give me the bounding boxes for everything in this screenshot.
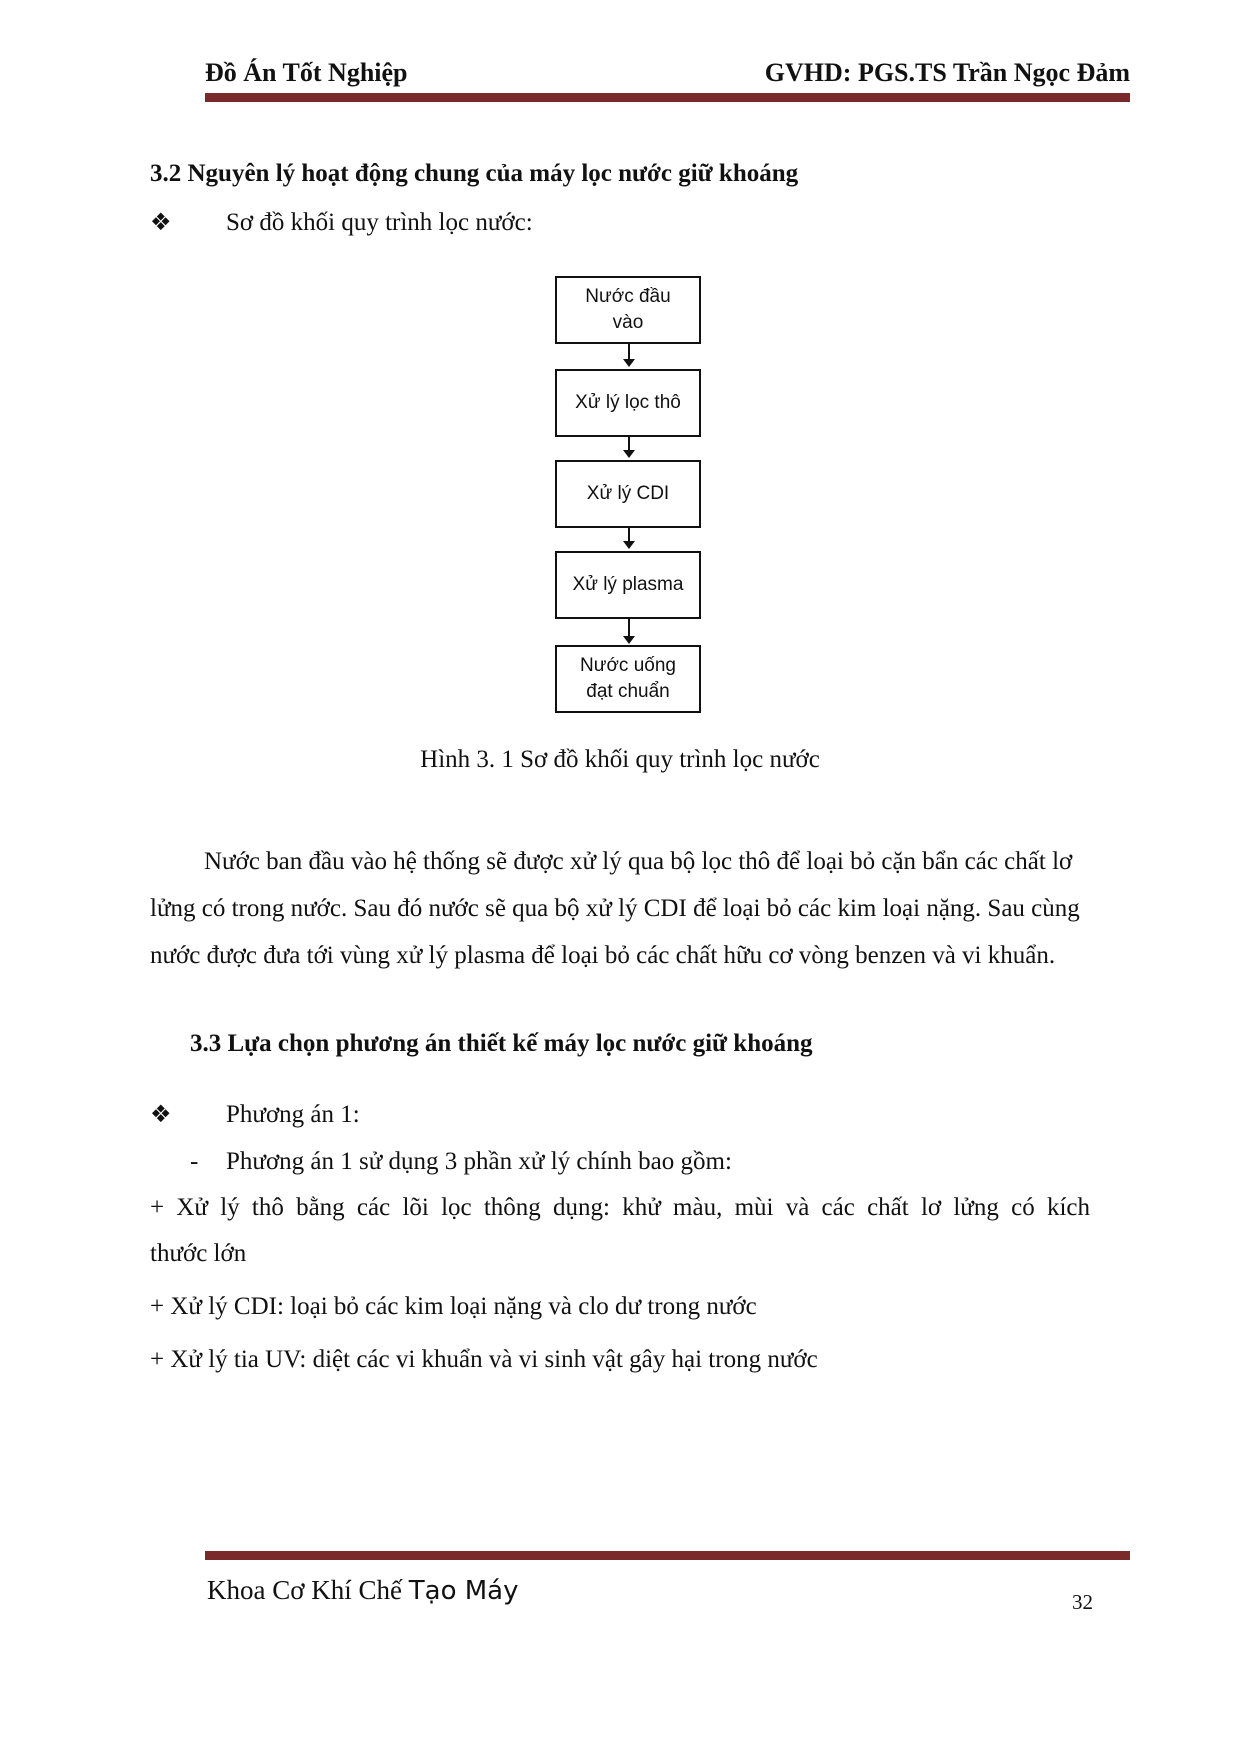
footer-rule	[205, 1551, 1130, 1560]
diamond-bullet-icon: ❖	[150, 208, 172, 236]
flow-step-label: vào	[612, 312, 644, 333]
list-item-coarse: + Xử lý thô bằng các lõi lọc thông dụng: khử màu, mùi và các chất lơ lửng có kích	[150, 1194, 1090, 1221]
flowchart	[555, 276, 705, 718]
flow-arrow	[628, 436, 630, 456]
option-label: Phương án 1:	[226, 1101, 360, 1128]
footer-department	[207, 1575, 519, 1606]
figure-caption: Hình 3. 1 Sơ đồ khối quy trình lọc nước	[420, 746, 820, 773]
header-rule	[205, 93, 1130, 102]
bullet-text: Sơ đồ khối quy trình lọc nước:	[226, 209, 533, 236]
paragraph-text: Nước ban đầu vào hệ thống sẽ được xử lý qua bộ lọc thô để loại bỏ cặn bẩn các chất lơ lửng có trong nước. Sau đó nước sẽ qua bộ xử lý CDI để loại bỏ các kim loại nặng. Sau cùng nước được đưa tới vùng xử lý plasma để loại bỏ các chất hữu cơ vòng benzen và vi khuẩn.	[150, 848, 1080, 969]
bullet-option-1	[150, 1100, 360, 1129]
section-3-2-heading: 3.2 Nguyên lý hoạt động chung của máy lọc nước giữ khoáng	[150, 160, 799, 187]
footer-department-tail: Tạo Máy	[408, 1576, 519, 1606]
flow-arrow	[628, 343, 630, 365]
flow-step-plasma	[555, 551, 701, 619]
flow-step-label: Nước đầu	[585, 286, 671, 307]
flow-step-label: Xử lý lọc thô	[575, 392, 681, 413]
list-item-cdi: + Xử lý CDI: loại bỏ các kim loại nặng và clo dư trong nước	[150, 1293, 757, 1320]
dash-item	[190, 1148, 732, 1176]
flow-step-coarse-filter	[555, 369, 701, 437]
diamond-bullet-icon: ❖	[150, 1100, 172, 1128]
dash-text: Phương án 1 sử dụng 3 phần xử lý chính bao gồm:	[226, 1148, 732, 1175]
flow-step-label: đạt chuẩn	[586, 681, 670, 702]
list-item-coarse-cont: thước lớn	[150, 1240, 247, 1267]
flow-arrow	[628, 527, 630, 547]
flow-step-label: Nước uống	[580, 655, 676, 676]
flow-step-output-water	[555, 645, 701, 713]
flow-step-label: Xử lý CDI	[586, 483, 670, 504]
flow-arrow	[628, 618, 630, 642]
dash-symbol: -	[190, 1148, 199, 1175]
header-advisor: GVHD: PGS.TS Trần Ngọc Đảm	[764, 58, 1130, 87]
header-title: Đồ Án Tốt Nghiệp	[205, 58, 408, 87]
flow-step-input-water	[555, 276, 701, 344]
bullet-diagram-intro	[150, 208, 533, 237]
body-paragraph	[150, 838, 1090, 979]
list-item-uv: + Xử lý tia UV: diệt các vi khuẩn và vi sinh vật gây hại trong nước	[150, 1346, 818, 1373]
footer-department-main: Khoa Cơ Khí Chế	[207, 1575, 409, 1605]
flow-step-label: Xử lý plasma	[572, 574, 684, 595]
page-number: 32	[1072, 1590, 1093, 1614]
flow-step-cdi	[555, 460, 701, 528]
section-3-3-heading: 3.3 Lựa chọn phương án thiết kế máy lọc nước giữ khoáng	[190, 1030, 813, 1057]
